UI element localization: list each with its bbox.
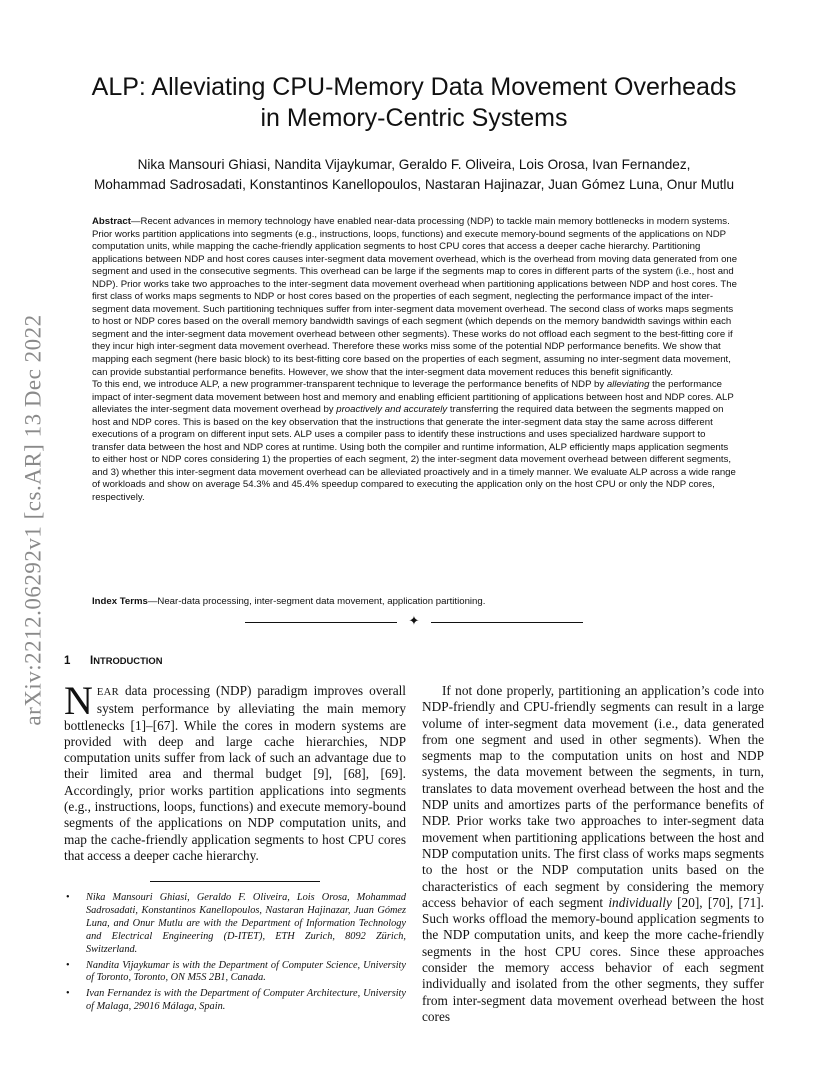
intro-paragraph-2-text-a: If not done properly, partitioning an application’s code into NDP-friendly and CPU-friendly segments can result in a large volume of inter-segment data movement (i.e., data generated from one segment and used in other segments). When the segments map to the computation units on host and NDP systems, the data movement between the segments, in turn, translates to data movement overhead between the host and the NDP units and amortizes parts of the performance benefits of NDP. Prior works take two approaches to inter-segment data movement when partitioning applications between the host and NDP computation units. The first class of works maps segments to the host or the NDP computation units based on the characteristics of each segment by considering the memory access behavior of each segment bbox=[422, 683, 764, 910]
author-list-line-2: Mohammad Sadrosadati, Konstantinos Kanellopoulos, Nastaran Hajinazar, Juan Gómez Luna, Onur Mutlu bbox=[93, 177, 735, 192]
abstract-text-2c: transferring the required data between the segments mapped on host and NDP cores. This is based on the key observation that the instructions that generate the inter-segment data stay the same across different executions of a program on different input sets. ALP uses a compiler pass to identify these instructions and uses specialized hardware support to transfer data between the host and NDP cores at runtime. Using both the compiler and runtime information, ALP efficiently maps application segments to either host or NDP cores considering 1) the properties of each segment, 2) the inter-segment data movement overhead between different segments, and 3) whether this inter-segment data movement overhead can be alleviated proactively and in a timely manner. We evaluate ALP across a wide range of workloads and show on average 54.3% and 45.4% speedup compared to executing the application only on the host CPU or only the NDP cores, respectively. bbox=[92, 404, 736, 504]
intro-paragraph-2 bbox=[422, 683, 764, 1025]
arxiv-identifier-stamp bbox=[20, 280, 48, 760]
author-list bbox=[40, 155, 788, 195]
paper-title-line-2: in Memory-Centric Systems bbox=[260, 104, 568, 132]
footnote-bullet: • bbox=[66, 988, 70, 1000]
footnote-text: Ivan Fernandez is with the Department of Computer Architecture, University of Malaga, 29016 Málaga, Spain. bbox=[86, 988, 406, 1013]
abstract-paragraph-2 bbox=[92, 379, 738, 504]
abstract-paragraph-1 bbox=[92, 216, 738, 379]
footnote-item bbox=[64, 892, 406, 957]
author-list-line-1: Nika Mansouri Ghiasi, Nandita Vijaykumar, Geraldo F. Oliveira, Lois Orosa, Ivan Fernandez, bbox=[137, 157, 691, 172]
author-affiliation-footnotes bbox=[64, 892, 406, 1017]
section-title-initial: I bbox=[90, 655, 94, 667]
footnote-item bbox=[64, 960, 406, 986]
drop-cap-letter: N bbox=[64, 678, 93, 723]
arxiv-identifier-text: arXiv:2212.06292v1 [cs.AR] 13 Dec 2022 bbox=[21, 314, 46, 726]
abstract-label: Abstract bbox=[92, 216, 131, 227]
footnote-separator-rule bbox=[150, 881, 320, 882]
section-divider-left-rule bbox=[245, 622, 397, 623]
abstract-emphasis-2: proactively and accurately bbox=[336, 404, 448, 416]
abstract-emphasis-1: alleviating bbox=[606, 379, 650, 391]
abstract-text-2a: To this end, we introduce ALP, a new programmer-transparent technique to leverage the performance benefits of NDP by bbox=[92, 379, 607, 391]
index-terms-text: —Near-data processing, inter-segment data movement, application partitioning. bbox=[147, 596, 486, 607]
footnote-bullet: • bbox=[66, 892, 70, 903]
first-word-smallcaps: EAR bbox=[96, 687, 119, 698]
section-divider-right-rule bbox=[431, 622, 583, 623]
section-title-rest: NTRODUCTION bbox=[93, 655, 163, 666]
diamond-icon: ✦ bbox=[408, 614, 420, 629]
index-terms-label: Index Terms bbox=[92, 596, 148, 607]
intro-paragraph-1 bbox=[64, 678, 406, 864]
paper-title bbox=[40, 72, 788, 134]
paper-title-line-1: ALP: Alleviating CPU-Memory Data Movement Overheads bbox=[91, 73, 737, 101]
abstract bbox=[92, 216, 738, 505]
left-column-body bbox=[64, 678, 406, 864]
index-terms bbox=[92, 596, 738, 608]
right-column-body bbox=[422, 683, 764, 1025]
section-heading-introduction bbox=[64, 655, 424, 667]
abstract-text-2b: the performance impact of inter-segment data movement between host and memory and enabling efficient partitioning of applications between host and NDP cores. ALP alleviates the inter-segment data movement overhead by bbox=[92, 379, 734, 416]
section-number: 1 bbox=[64, 655, 71, 667]
footnote-bullet: • bbox=[66, 959, 70, 971]
footnote-text: Nika Mansouri Ghiasi, Geraldo F. Oliveira, Lois Orosa, Mohammad Sadrosadati, Konstantinos Kanellopoulos, Nastaran Hajinazar, Juan Gómez Luna, and Onur Mutlu are with the Department of Information Technology and Electrical Engineering (D-ITET), ETH Zurich, 8092 Zürich, Switzerland. bbox=[86, 892, 406, 955]
intro-paragraph-2-text-b: [20], [70], [71]. Such works offload the memory-bound application segments to the NDP computation units, and keep the more cache-friendly segments in the host CPU cores. Since these approaches consider the memory access behavior of each segment individually and isolated from the other segments, they suffer from inter-segment data movement overhead between the host cores bbox=[422, 894, 765, 1024]
intro-paragraph-2-emphasis: individually bbox=[608, 894, 672, 910]
footnote-item bbox=[64, 988, 406, 1014]
intro-paragraph-1-text: data processing (NDP) paradigm improves overall system performance by alleviating the main memory bottlenecks [1]–[67]. While the cores in modern systems are provided with deep and large cache hierarchies, NDP computation units suffer from lack of such an advantage due to their limited area and thermal budget [9], [68], [69]. Accordingly, prior works partition applications into segments (e.g., instructions, loops, functions) and execute memory-bound segments of the applications on NDP computation units, and map the cache-friendly application segments to host CPU cores that access a deeper cache hierarchy. bbox=[64, 683, 406, 863]
footnote-text: Nandita Vijaykumar is with the Department of Computer Science, University of Toronto, Toronto, ON M5S 2B1, Canada. bbox=[86, 959, 406, 984]
abstract-text-1: —Recent advances in memory technology have enabled near-data processing (NDP) to tackle main memory bottlenecks in modern systems. Prior works partition applications into segments (e.g., instructions, loops, functions) and execute memory-bound segments of the applications on NDP computation units, while mapping the cache-friendly application segments to host CPU cores that access a deeper cache hierarchy. Partitioning applications between NDP and host cores causes inter-segment data movement overhead, which is the overhead from moving data generated from one segment and used in the consecutive segments. This overhead can be large if the segments map to cores in different parts of the system (i.e., host and NDP). Prior works take two approaches to the inter-segment data movement overhead when partitioning applications between NDP and host cores. The first class of works maps segments to NDP or host cores based on the properties of each segment, neglecting the performance impact of the inter-segment data movement. Such partitioning techniques suffer from inter-segment data movement overhead. The second class of works maps segments to host or NDP cores based on the overall memory bandwidth savings of each segment (which depends on the memory bandwidth savings within each segment and the inter-segment data movement overhead between other segments). These works do not offload each segment to the best-fitting core if they incur high inter-segment data movement overhead. Therefore these works miss some of the potential NDP performance benefits. We show that mapping each segment (here basic block) to its best-fitting core based on the properties of each segment, assuming no inter-segment data movement, can provide substantial performance benefits. However, we show that the inter-segment data movement reduces this benefit significantly. bbox=[92, 216, 738, 378]
